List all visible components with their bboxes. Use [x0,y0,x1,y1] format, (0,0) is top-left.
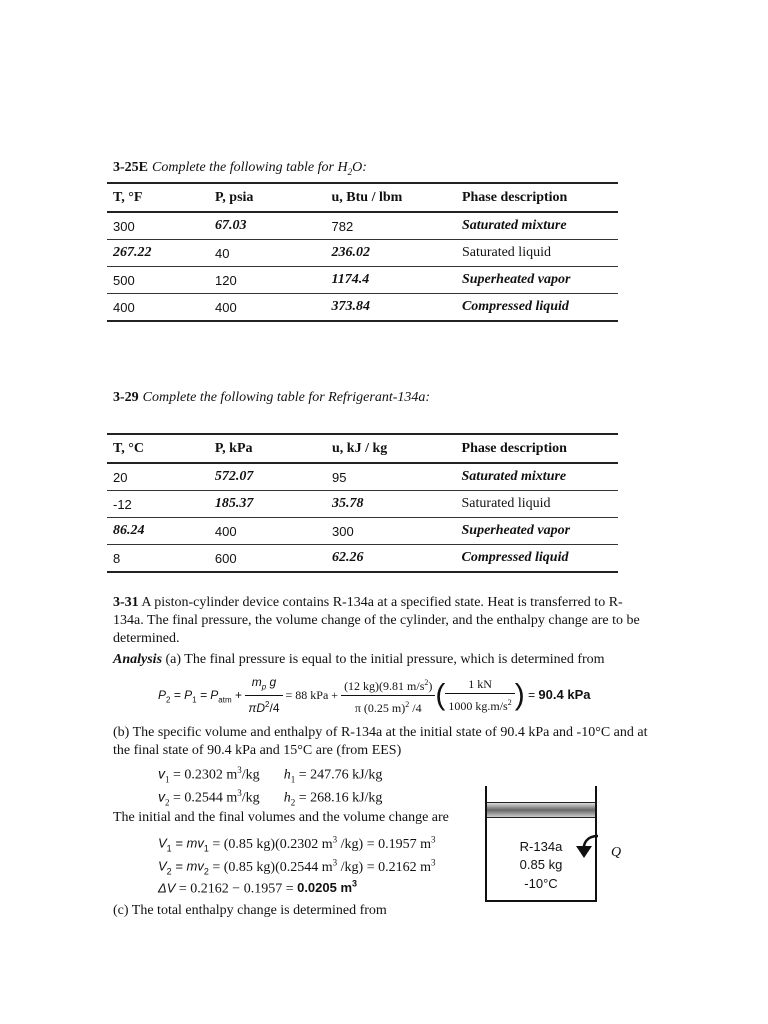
table-cell: Saturated mixture [461,469,567,484]
r134a-header-energy: u, kJ / kg [332,440,388,456]
table-row [107,518,618,545]
table-cell: Saturated mixture [461,218,567,233]
problem-31-intro-text: A piston-cylinder device contains R-134a at a specified state. Heat is transferred to R-134a. The final pressure, the volume change of the cylinder, and the enthalpy change are to be determined. [113,595,640,646]
table-cell: 600 [214,550,237,566]
table-cell: 40 [215,245,230,261]
table-cell: 20 [113,469,128,485]
table-row [107,240,618,267]
table-cell: 1174.4 [331,272,370,287]
table-cell: 400 [214,523,237,539]
part-b-text: (b) The specific volume and enthalpy of R-134a at the initial state of 90.4 kPa and -10°C and at the final state of 90.4 kPa and 15°C are (from EES) [113,725,648,758]
table-row [107,212,618,240]
table-cell: Saturated liquid [461,245,551,260]
pressure-result: 90.4 kPa [538,686,591,702]
problem-25e-title [113,160,367,177]
table-cell: 95 [332,469,347,485]
h2o-header-pressure: P, psia [215,189,254,205]
numeric-fraction: $\frac{(12 kg)(9.81 m/s^2)}{\pi (0.25 m)^2 /4}$ [341,674,435,717]
table-cell: Superheated vapor [461,523,571,538]
table-cell: 86.24 [113,523,145,538]
table-cell: Compressed liquid [461,550,569,565]
problem-25e-title-text: Complete the following table for $H_2O$: [152,160,367,177]
heat-arrow-icon [568,832,608,868]
table-row [107,545,618,573]
piston [487,802,595,818]
table-cell: 236.02 [331,245,371,260]
analysis-label: Analysis [113,652,163,667]
table-cell: -12 [113,496,132,512]
r134a-header-phase: Phase description [461,440,567,456]
state-1-properties: $v_1 = 0.2302$ $m^3/kg$ $h_1 = 247.76$ kJ/kg [158,765,383,785]
table-row [107,491,618,518]
table-row [107,267,618,294]
volume-2-equation: $V_2 = mv_2 = (0.85$ kg)(0.2544 $m^3$ /kg) = 0.2162 $m^3$ [158,857,436,877]
problem-31-intro [113,594,653,648]
table-cell: Compressed liquid [461,299,569,314]
table-cell: 300 [332,523,354,539]
table-cell: 400 [113,299,135,315]
table-cell: 500 [113,272,135,288]
table-cell: 782 [331,218,354,234]
table-cell: 400 [215,299,237,315]
table-cell: Superheated vapor [461,272,571,287]
h2o-header-energy: u, Btu / lbm [331,189,403,205]
r134a-header-temp: T, °C [113,440,145,456]
table-cell: 8 [113,550,121,566]
analysis-text: (a) The final pressure is equal to the initial pressure, which is determined from [165,652,605,667]
volume-change-text: The initial and the final volumes and the volume change are [113,810,449,825]
mass-over-area-fraction: $\frac{m_p g}{\pi D^2/4}$ [245,674,282,717]
table-cell: 300 [113,218,135,234]
problem-29-number: 3-29 [113,390,139,405]
r134a-table-header [107,434,618,463]
h2o-table-header [107,183,618,212]
table-cell: 373.84 [331,299,371,314]
pressure-equation: $P_2 = P_1 = P_{atm}$ + $\frac{m_p g}{\pi D^2/4}$ = 88 kPa + $\frac{(12 kg)(9.81 m/s^2)}{\pi (0.25 m)^2 /4}$ ( $\frac{1 kN}{1000 kg.m/s^2}$ ) = 90.4 kPa [158,675,591,716]
analysis-line [113,652,605,668]
h2o-header-temp: T, °F [113,189,143,205]
problem-25e-number: 3-25E [113,160,148,175]
table-cell: 35.78 [332,496,364,511]
unit-conversion-fraction: $\frac{1 kN}{1000 kg.m/s^2}$ [445,676,514,715]
table-cell: 185.37 [214,496,254,511]
r134a-header-pressure: P, kPa [214,440,253,456]
r134a-table [107,433,618,573]
volume-delta-result: 0.0205 $m^3$ [297,879,358,896]
diagram-temperature: -10°C [524,876,558,891]
table-cell: 572.07 [214,469,254,484]
problem-29-title [113,390,430,406]
h2o-header-phase: Phase description [461,189,568,205]
state-2-properties: $v_2 = 0.2544$ $m^3/kg$ $h_2 = 268.16$ kJ/kg [158,788,383,808]
problem-31-number: 3-31 [113,595,139,610]
h2o-table [107,182,618,322]
table-cell: 62.26 [332,550,364,565]
diagram-substance: R-134a [519,839,563,854]
part-c-text: (c) The total enthalpy change is determined from [113,903,387,918]
table-cell: 120 [215,272,237,288]
table-cell: 67.03 [215,218,247,233]
problem-29-title-text: Complete the following table for Refrigerant-134a: [142,390,431,405]
diagram-mass: 0.85 kg [519,857,563,872]
table-row [107,463,618,491]
heat-label: Q [611,845,622,860]
table-row [107,294,618,322]
table-cell: 267.22 [113,245,152,260]
volume-1-equation: $V_1 = mv_1 = (0.85$ kg)(0.2302 $m^3$ /kg) = 0.1957 $m^3$ [158,834,436,854]
table-cell: Saturated liquid [461,496,551,511]
volume-delta-equation: ΔV = 0.2162 − 0.1957 = 0.0205 $m^3$ [158,879,358,897]
